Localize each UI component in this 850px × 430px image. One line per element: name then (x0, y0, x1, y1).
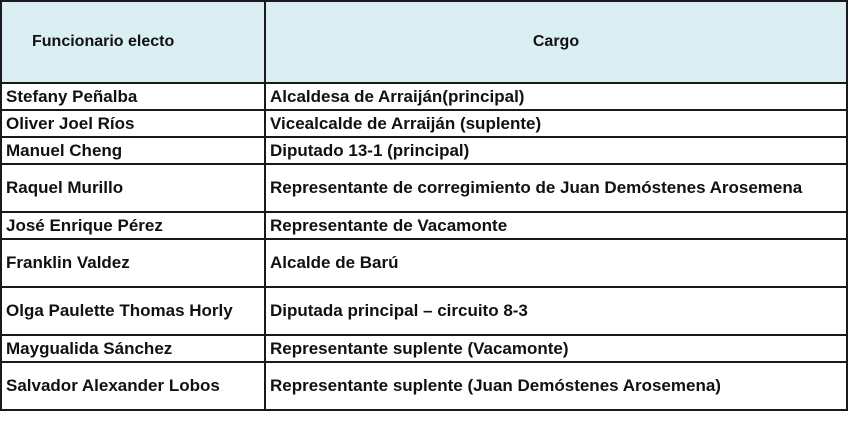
official-role: Vicealcalde de Arraiján (suplente) (265, 110, 847, 137)
official-name: José Enrique Pérez (1, 212, 265, 239)
table-row (1, 287, 847, 335)
official-name: Maygualida Sánchez (1, 335, 265, 362)
table-row (1, 110, 847, 137)
table-row (1, 362, 847, 410)
official-name: Raquel Murillo (1, 164, 265, 212)
official-name: Olga Paulette Thomas Horly (1, 287, 265, 335)
table-row (1, 212, 847, 239)
header-row (1, 1, 847, 83)
official-name: Stefany Peñalba (1, 83, 265, 110)
official-role: Diputado 13-1 (principal) (265, 137, 847, 164)
official-name: Salvador Alexander Lobos (1, 362, 265, 410)
official-name: Oliver Joel Ríos (1, 110, 265, 137)
official-role: Representante de corregimiento de Juan Demóstenes Arosemena (265, 164, 847, 212)
official-role: Alcaldesa de Arraiján(principal) (265, 83, 847, 110)
table-header (1, 1, 847, 83)
table-body (1, 83, 847, 410)
official-role: Diputada principal – circuito 8-3 (265, 287, 847, 335)
official-role: Representante suplente (Juan Demóstenes Arosemena) (265, 362, 847, 410)
official-role: Alcalde de Barú (265, 239, 847, 287)
table-row (1, 335, 847, 362)
table-row (1, 83, 847, 110)
table-row (1, 164, 847, 212)
official-role: Representante suplente (Vacamonte) (265, 335, 847, 362)
official-role: Representante de Vacamonte (265, 212, 847, 239)
table-row (1, 137, 847, 164)
table-row (1, 239, 847, 287)
official-name: Manuel Cheng (1, 137, 265, 164)
official-name: Franklin Valdez (1, 239, 265, 287)
header-cargo: Cargo (265, 1, 847, 83)
header-funcionario: Funcionario electo (1, 1, 265, 83)
